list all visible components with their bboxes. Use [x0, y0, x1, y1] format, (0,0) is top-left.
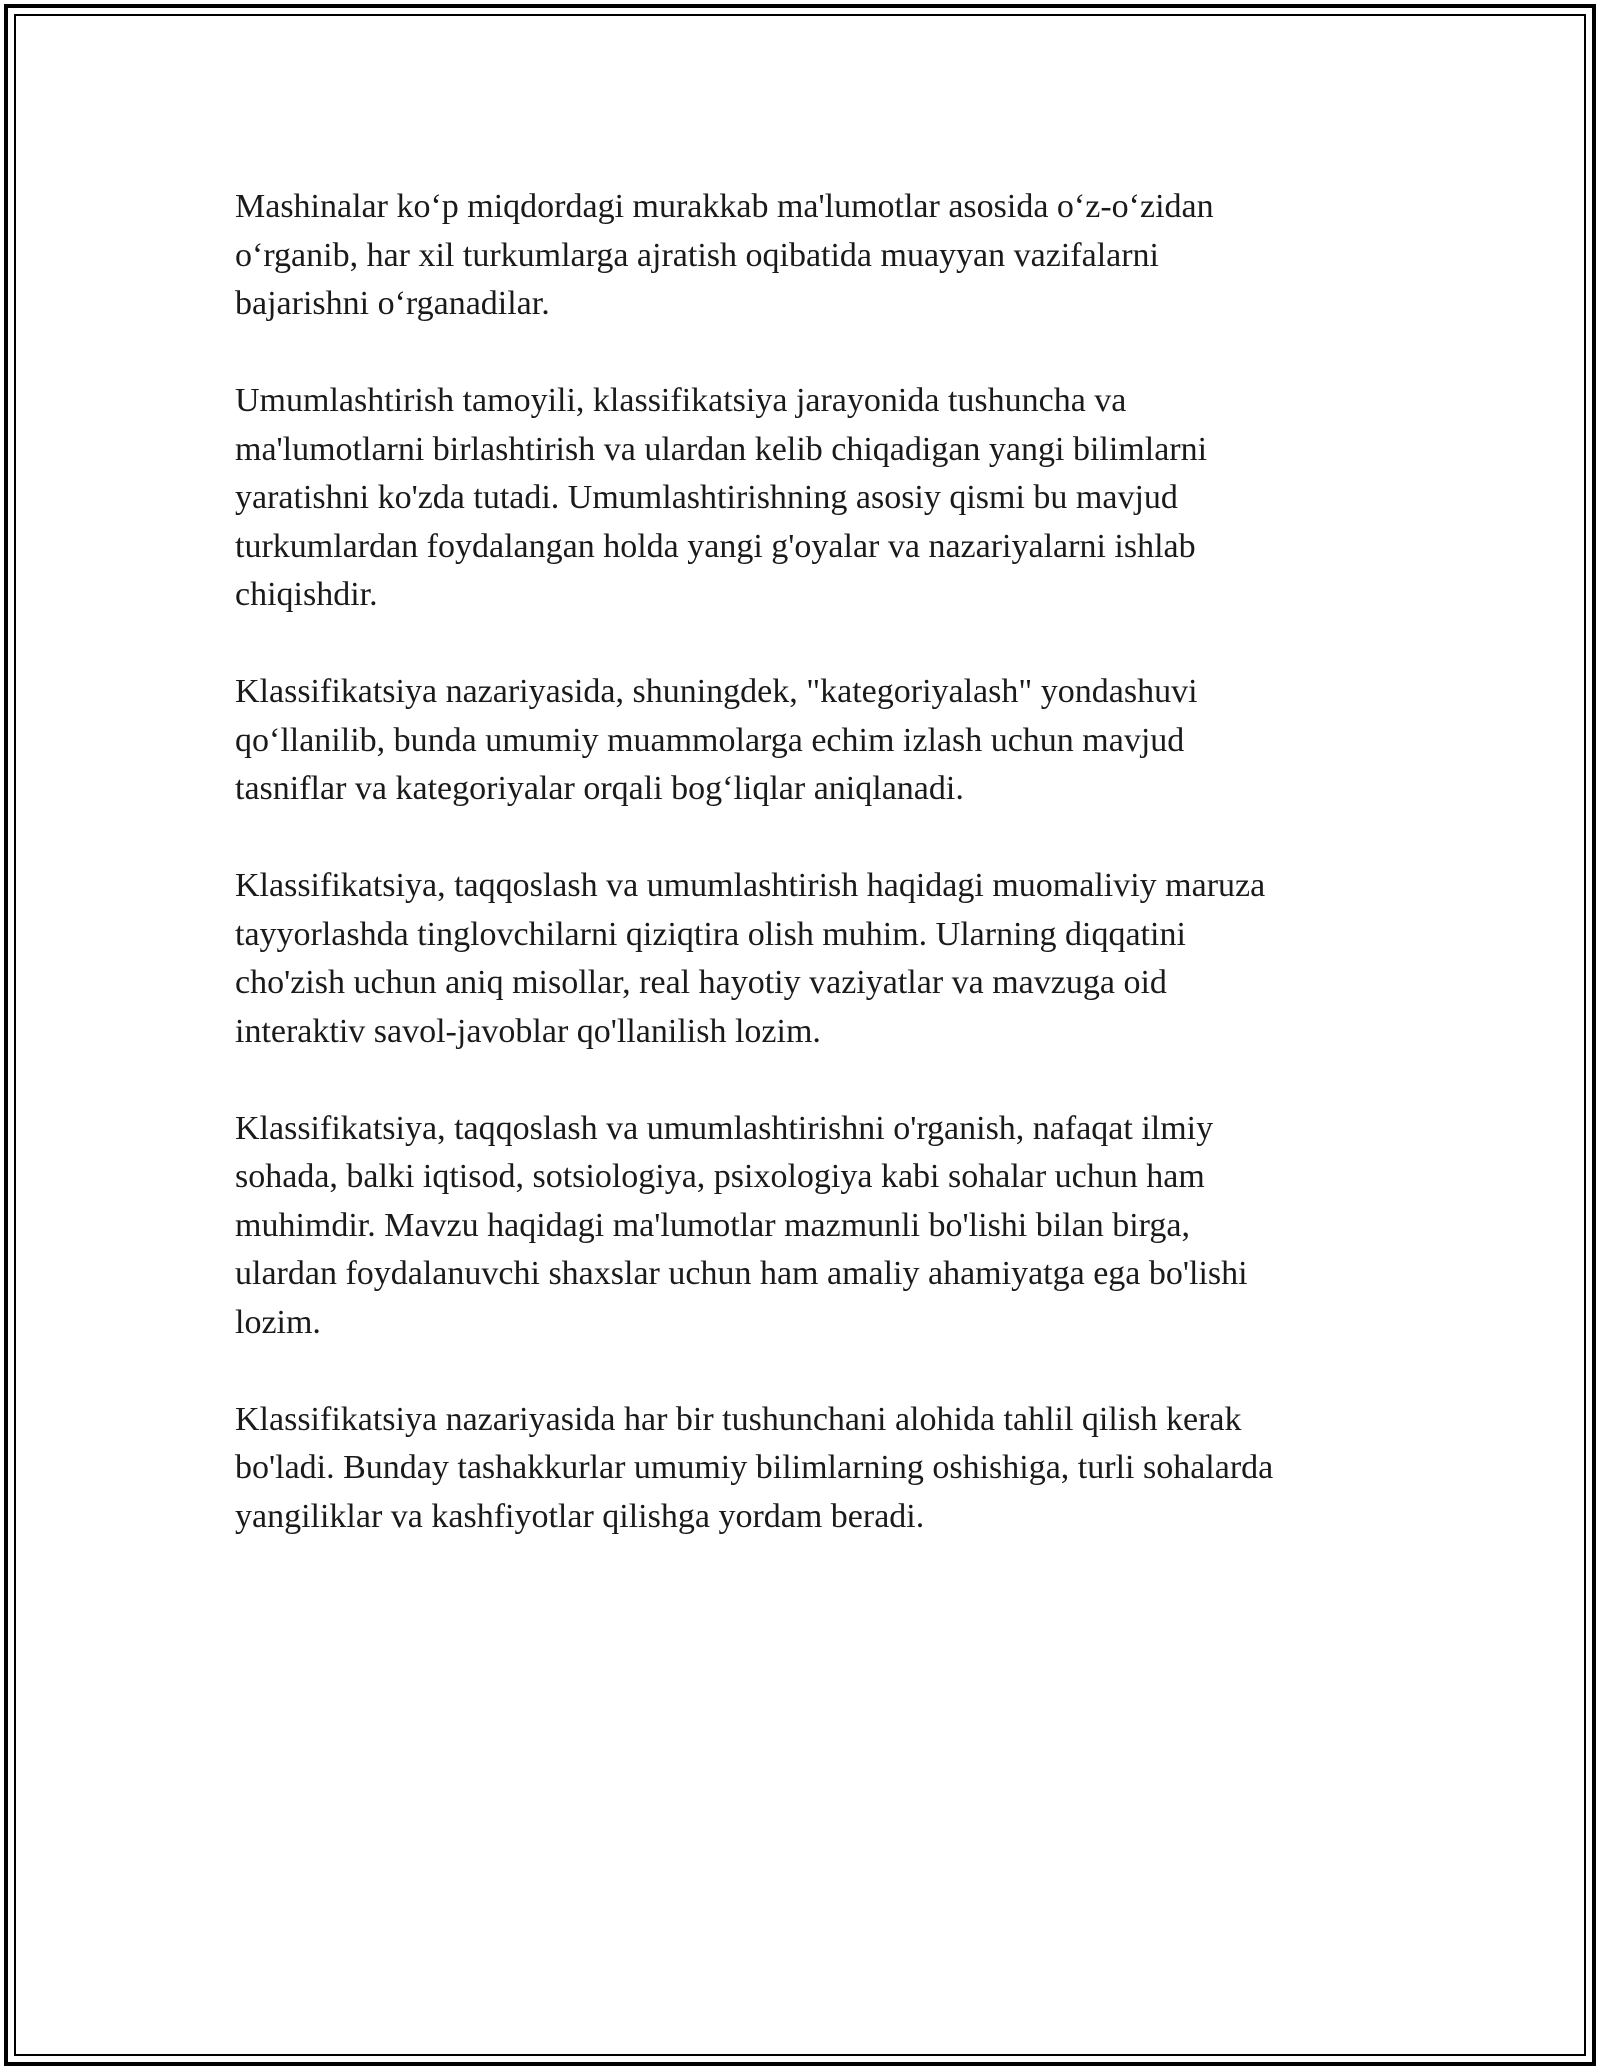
text-line: Klassifikatsiya, taqqoslash va umumlashtirish haqidagi muomaliviy maruza [235, 867, 1266, 904]
text-line: turkumlardan foydalangan holda yangi g'oyalar va nazariyalarni ishlab [235, 527, 1196, 565]
text-line: tayyorlashda tinglovchilarni qiziqtira olish muhim. Ularning diqqatini [235, 915, 1186, 953]
text-line: yaratishni ko'zda tutadi. Umumlashtirishning asosiy qismi bu mavjud [235, 479, 1178, 516]
paragraph [235, 1105, 1375, 1348]
text-line: Klassifikatsiya, taqqoslash va umumlashtirishni o'rganish, nafaqat ilmiy [235, 1109, 1214, 1147]
text-line: cho'zish uchun aniq misollar, real hayotiy vaziyatlar va mavzuga oid [235, 964, 1167, 1001]
text-line: ulardan foydalanuvchi shaxslar uchun ham amaliy ahamiyatga ega bo'lishi [235, 1255, 1248, 1292]
paragraph [235, 183, 1375, 329]
text-line: bajarishni o‘rganadilar. [235, 285, 550, 322]
text-line: Klassifikatsiya nazariyasida, shuningdek, "kategoriyalash" yondashuvi [235, 673, 1198, 710]
paragraph [235, 862, 1375, 1056]
paragraph [235, 377, 1375, 620]
text-line: Umumlashtirish tamoyili, klassifikatsiya jarayonida tushuncha va [235, 382, 1127, 419]
text-line: Mashinalar ko‘p miqdordagi murakkab ma'lumotlar asosida o‘z-o‘zidan [235, 188, 1214, 225]
text-line: sohada, balki iqtisod, sotsiologiya, psixologiya kabi sohalar uchun ham [235, 1158, 1205, 1195]
text-line: bo'ladi. Bunday tashakkurlar umumiy bilimlarning oshishiga, turli sohalarda [235, 1449, 1274, 1486]
text-line: chiqishdir. [235, 576, 378, 613]
text-line: qo‘llanilib, bunda umumiy muammolarga echim izlash uchun mavjud [235, 721, 1185, 759]
text-line: yangiliklar va kashfiyotlar qilishga yordam beradi. [235, 1497, 925, 1535]
text-line: ma'lumotlarni birlashtirish va ulardan kelib chiqadigan yangi bilimlarni [235, 430, 1208, 468]
text-line: o‘rganib, har xil turkumlarga ajratish oqibatida muayyan vazifalarni [235, 236, 1159, 274]
paragraph [235, 1396, 1375, 1542]
text-line: interaktiv savol-javoblar qo'llanilish lozim. [235, 1012, 821, 1050]
text-line: Klassifikatsiya nazariyasida har bir tushunchani alohida tahlil qilish kerak [235, 1400, 1242, 1438]
text-line: lozim. [235, 1303, 321, 1341]
text-line: tasniflar va kategoriyalar orqali bog‘liqlar aniqlanadi. [235, 770, 964, 807]
document-body [235, 183, 1375, 1541]
paragraph [235, 668, 1375, 814]
text-line: muhimdir. Mavzu haqidagi ma'lumotlar mazmunli bo'lishi bilan birga, [235, 1206, 1190, 1244]
